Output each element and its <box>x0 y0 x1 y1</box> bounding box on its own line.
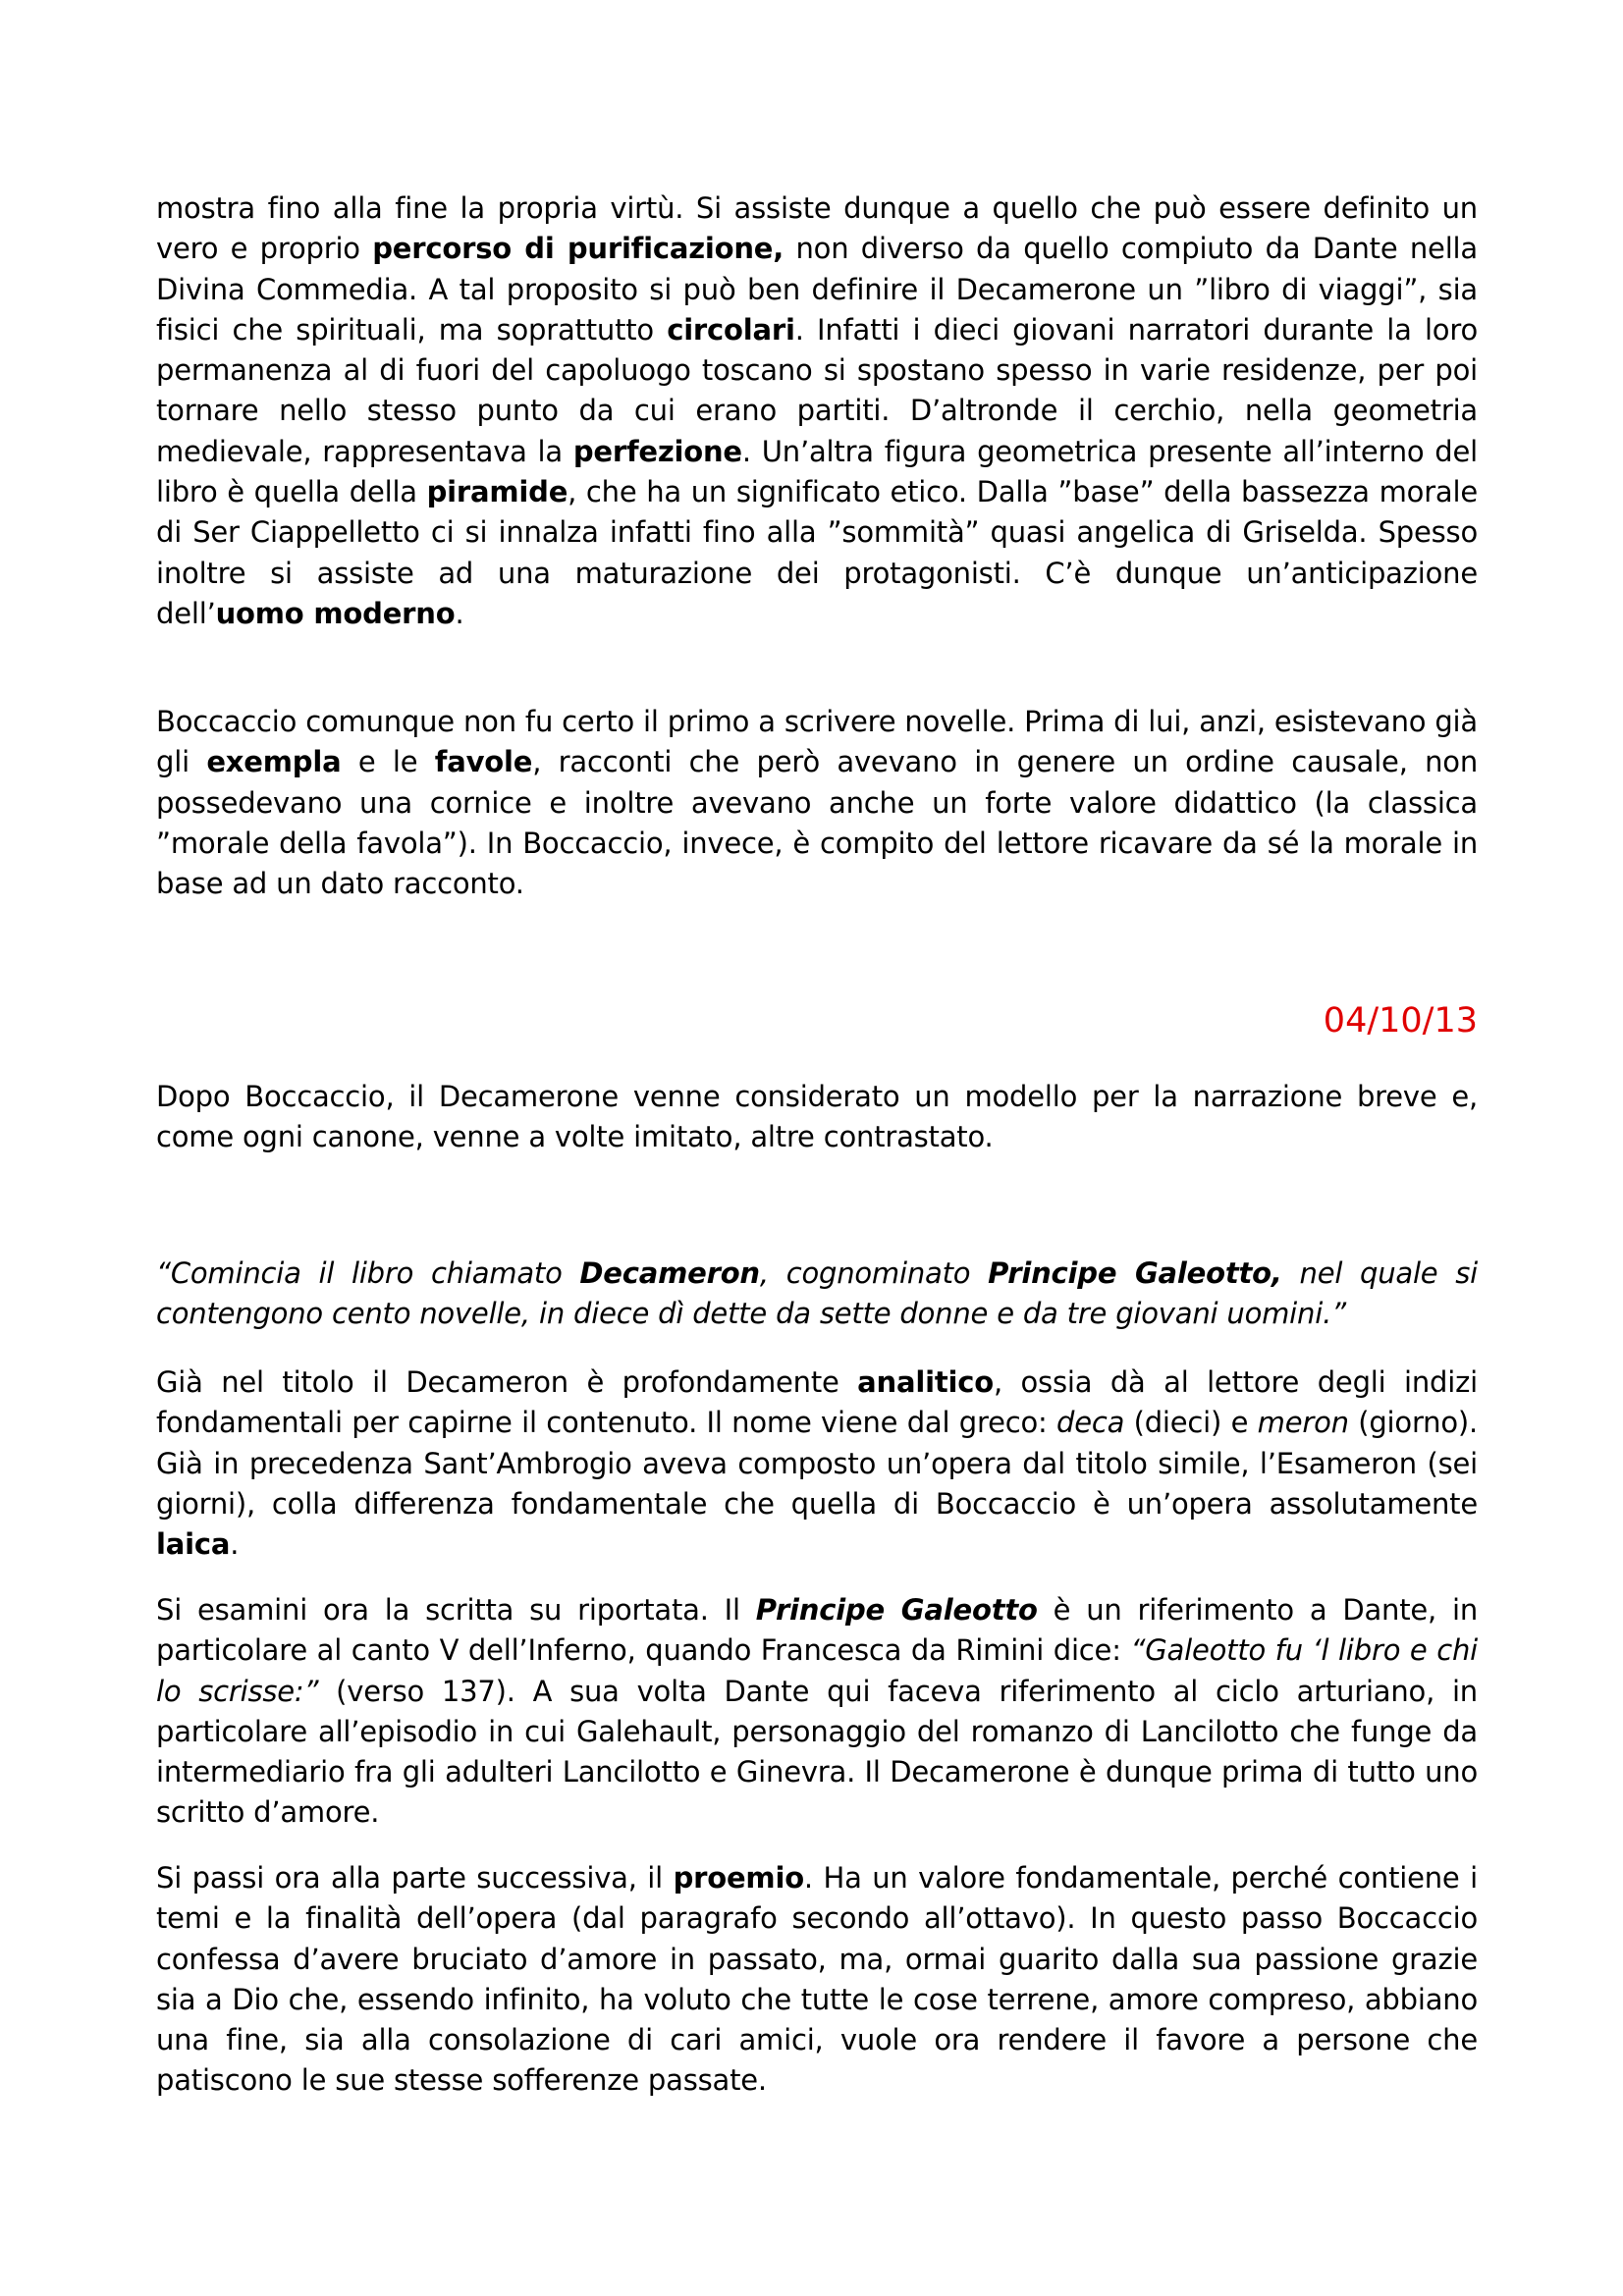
text-run: Si esamini ora la scritta su riportata. Il <box>156 1593 756 1627</box>
text-run: . Un’altra figura geometrica presente all’interno del libro è quella della <box>156 434 1479 509</box>
text-run: mostra fino alla fine la propria virtù. Si assiste dunque a quello che può essere definito un vero e proprio <box>156 191 1478 266</box>
text-run: , che ha un significato etico. Dalla ”base” della bassezza morale di Ser Ciappelletto ci si innalza infatti fino alla ”sommità” quasi angelica di Griselda. Spesso inoltre si assiste ad una maturazione dei protagonisti. C’è dunque un’anticipazione dell’ <box>156 475 1478 630</box>
text-run: Boccaccio comunque non fu certo il primo a scrivere novelle. Prima di lui, anzi, esistevano già gli <box>156 705 1478 779</box>
text-run: e le <box>341 745 435 779</box>
italic-term-deca: deca <box>1056 1406 1125 1440</box>
text-run: . <box>230 1527 240 1562</box>
quote-title <box>156 1254 1478 1335</box>
text-run: Dopo Boccaccio, il Decamerone venne considerato un modello per la narrazione breve e, come ogni canone, venne a volte imitato, altre contrastato. <box>156 1080 1478 1154</box>
text-run: è un riferimento a Dante, in particolare al canto V dell’Inferno, quando Francesca da Rimini dice: <box>156 1593 1479 1668</box>
text-run: nel quale si contengono cento novelle, in diece dì dette da sette donne e da tre giovani uomini.” <box>156 1256 1478 1331</box>
text-run: non diverso da quello compiuto da Dante nella Divina Commedia. A tal proposito si può ben definire il Decamerone un ”libro di viaggi”, sia fisici che spirituali, ma soprattutto <box>156 232 1478 347</box>
bold-term-exempla: exempla <box>206 745 342 779</box>
bold-term-principe-galeotto: Principe Galeotto <box>755 1593 1038 1627</box>
bold-term-piramide: piramide <box>426 475 568 509</box>
bold-term-uomo-moderno: uomo moderno <box>215 596 456 630</box>
paragraph-galeotto <box>156 1590 1478 1834</box>
date-heading: 04/10/13 <box>1323 1001 1478 1041</box>
bold-term-decameron: Decameron <box>579 1256 760 1290</box>
text-run: (verso 137). A sua volta Dante qui faceva riferimento al ciclo arturiano, in particolare all’episodio in cui Galehault, personaggio del romanzo di Lancilotto che funge da intermediario fra gli adulteri Lancilotto e Ginevra. Il Decamerone è dunque prima di tutto uno scritto d’amore. <box>156 1674 1478 1830</box>
italic-quote-dante: “Galeotto fu ‘l libro e chi lo scrisse:” <box>156 1633 1478 1708</box>
paragraph-proemio <box>156 1858 1478 2102</box>
text-run: (dieci) e <box>1124 1406 1258 1440</box>
text-run: . Ha un valore fondamentale, perché contiene i temi e la finalità dell’opera (dal paragrafo secondo all’ottavo). In questo passo Boccaccio confessa d’avere bruciato d’amore in passato, ma, ormai guarito dalla sua passione grazie sia a Dio che, essendo infinito, ha voluto che tutte le cose terrene, amore compreso, abbiano una fine, sia alla consolazione di cari amici, vuole ora rendere il favore a persone che patiscono le sue stesse sofferenze passate. <box>156 1861 1478 2098</box>
paragraph-purificazione <box>156 188 1478 634</box>
text-run: , ossia dà al lettore degli indizi fondamentali per capirne il contenuto. Il nome viene dal greco: <box>156 1365 1478 1440</box>
text-run: (giorno). Già in precedenza Sant’Ambrogio aveva composto un’opera dal titolo simile, l’Esameron (sei giorni), colla differenza fondamentale che quella di Boccaccio è un’opera assolutamente <box>156 1406 1479 1521</box>
paragraph-modello <box>156 1077 1478 1158</box>
text-run: “Comincia il libro chiamato <box>156 1256 580 1290</box>
bold-term-perfezione: perfezione <box>572 434 742 468</box>
text-run: , cognominato <box>759 1256 989 1290</box>
bold-term-circolari: circolari <box>667 312 795 347</box>
text-run: , racconti che però avevano in genere un ordine causale, non possedevano una cornice e inoltre avevano anche un forte valore didattico (la classica ”morale della favola”). In Boccaccio, invece, è compito del lettore ricavare da sé la morale in base ad un dato racconto. <box>156 745 1479 901</box>
bold-term-proemio: proemio <box>673 1861 804 1895</box>
bold-term-principe-galeotto: Principe Galeotto, <box>988 1256 1282 1290</box>
text-run: Già nel titolo il Decameron è profondamente <box>156 1365 858 1399</box>
text-run: . Infatti i dieci giovani narratori durante la loro permanenza al di fuori del capoluogo toscano si spostano spesso in varie residenze, per poi tornare nello stesso punto da cui erano partiti. D’altronde il cerchio, nella geometria medievale, rappresentava la <box>156 312 1478 468</box>
bold-term-favole: favole <box>434 745 533 779</box>
text-run: . <box>455 596 464 630</box>
italic-term-meron: meron <box>1257 1406 1349 1440</box>
bold-term-analitico: analitico <box>857 1365 994 1399</box>
bold-term-percorso: percorso di purificazione, <box>372 232 784 266</box>
paragraph-novelle <box>156 702 1478 904</box>
text-run: Si passi ora alla parte successiva, il <box>156 1861 674 1895</box>
paragraph-analitico <box>156 1362 1478 1565</box>
bold-term-laica: laica <box>156 1527 231 1562</box>
